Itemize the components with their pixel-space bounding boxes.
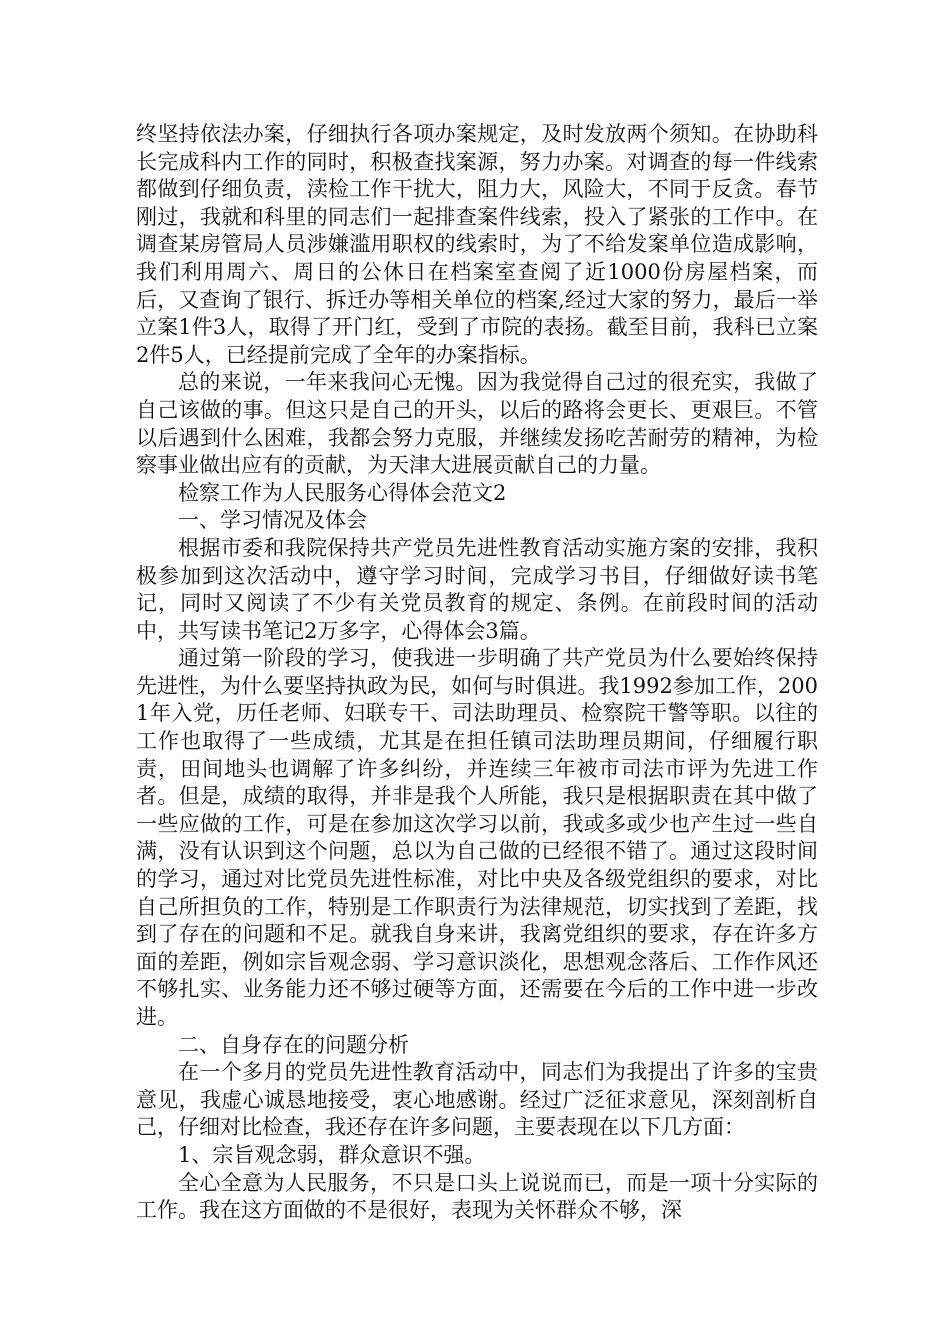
section-heading-study: 一、学习情况及体会	[178, 508, 367, 533]
paragraph-summary: 总的来说，一年来我问心无愧。因为我觉得自己过的很充实，我做了自己该做的事。但这只是自己的开头，以后的路将会更长、更艰巨。不管以后遇到什么困难，我都会努力克服，并继续发扬吃苦耐劳的精神，为检察事业做出应有的贡献，为天津大进展贡献自己的力量。	[136, 370, 818, 478]
paragraph-problems-intro: 在一个多月的党员先进性教育活动中，同志们为我提出了许多的宝贵意见，我虚心诚恳地接受，衷心地感谢。经过广泛征求意见，深刻剖析自己，仔细对比检查，我还存在许多问题，主要表现在以下几方面：	[136, 1060, 818, 1140]
paragraph-study-reflection: 通过第一阶段的学习，使我进一步明确了共产党员为什么要始终保持先进性，为什么要坚持执政为民，如何与时俱进。我1992参加工作，2001年入党，历任老师、妇联专干、司法助理员、检察院干警等职。以往的工作也取得了一些成绩，尤其是在担任镇司法助理员期间，仔细履行职责，田间地头也调解了许多纠纷，并连续三年被市司法市评为先进工作者。但是，成绩的取得，并非是我个人所能，我只是根据职责在其中做了一些应做的工作，可是在参加这次学习以前，我或多或少也产生过一些自满，没有认识到这个问题，总以为自己做的已经很不错了。通过这段时间的学习，通过对比党员先进性标准，对比中央及各级党组织的要求，对比自己所担负的工作，特别是工作职责行为法律规范，切实找到了差距，找到了存在的问题和不足。就我自身来讲，我离党组织的要求，存在许多方面的差距，例如宗旨观念弱、学习意识淡化，思想观念落后、工作作风还不够扎实、业务能力还不够过硬等方面，还需要在今后的工作中进一步改进。	[136, 646, 818, 1029]
document-body	[136, 121, 818, 1225]
essay-title: 检察工作为人民服务心得体会范文2	[178, 480, 507, 505]
paragraph-case-work: 终坚持依法办案，仔细执行各项办案规定，及时发放两个须知。在协助科长完成科内工作的同时，积极查找案源，努力办案。对调查的每一件线索都做到仔细负责，渎检工作干扰大，阻力大，风险大，不同于反贪。春节刚过，我就和科里的同志们一起排查案件线索，投入了紧张的工作中。在调查某房管局人员涉嫌滥用职权的线索时，为了不给发案单位造成影响，我们利用周六、周日的公休日在档案室查阅了近1000份房屋档案，而后，又查询了银行、拆迁办等相关单位的档案,经过大家的努力，最后一举立案1件3人，取得了开门红，受到了市院的表扬。截至目前，我科已立案2件5人，已经提前完成了全年的办案指标。	[136, 122, 818, 367]
subheading-weak-purpose: 1、宗旨观念弱，群众意识不强。	[178, 1142, 486, 1167]
paragraph-serve-people: 全心全意为人民服务，不只是口头上说说而已，而是一项十分实际的工作。我在这方面做的不是很好，表现为关怀群众不够，深	[136, 1170, 818, 1223]
section-heading-problems: 二、自身存在的问题分析	[178, 1032, 409, 1057]
paragraph-study-plan: 根据市委和我院保持共产党员先进性教育活动实施方案的安排，我积极参加到这次活动中，遵守学习时间，完成学习书目，仔细做好读书笔记，同时又阅读了不少有关党员教育的规定、条例。在前段时间的活动中，共写读书笔记2万多字，心得体会3篇。	[136, 535, 818, 643]
